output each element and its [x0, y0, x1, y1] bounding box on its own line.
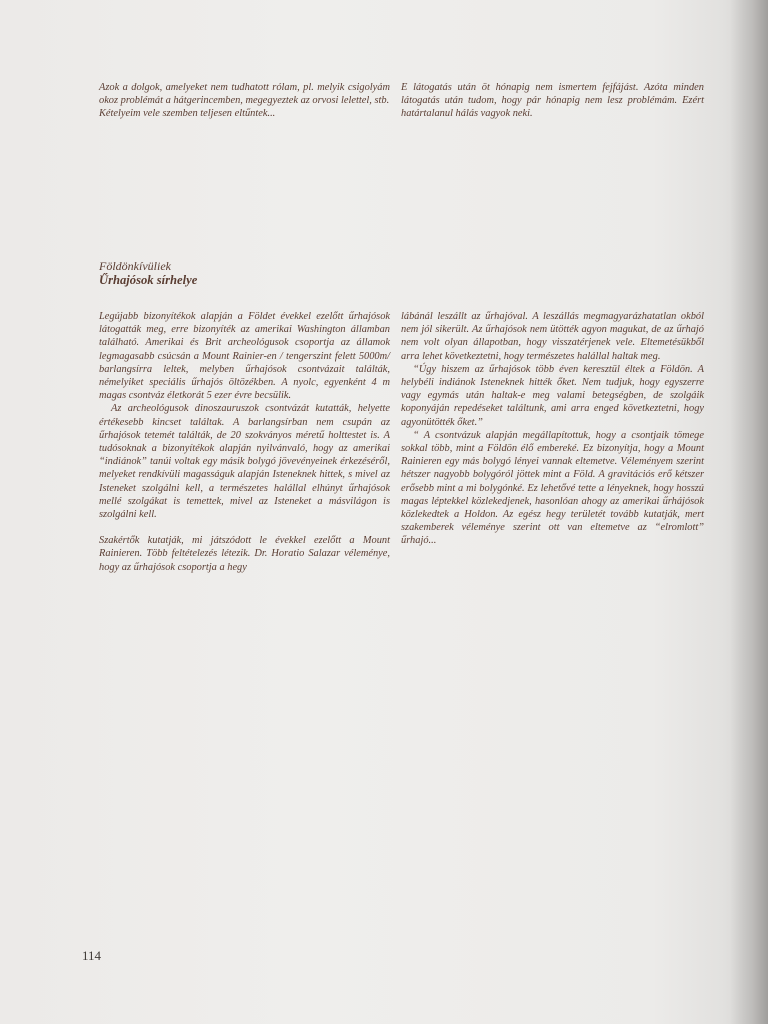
section-kicker: Földönkívüliek	[99, 259, 171, 273]
article-paragraph-2: Az archeológusok dinoszauruszok csontvázát kutatták, helyette értékesebb kincset találtak. A barlangsírban nem csupán az űrhajósok tetemét találták, de 20 szokványos méretű holttestet is. A tudósoknak a bizonyítékok alapján nyilvánvaló, hogy az amerikai “indiánok” tanúi voltak egy másik bolygó jövevényeinek érkezéséről, melyeket rendkívüli magasságuk alapján Isteneknek hittek, s mivel az Isteneket szolgálni kell, a természetes halállal elhúnyt űrhajósok mellé szolgákat is temettek, mivel az Isteneket a másvilágon is szolgálni kell.	[99, 403, 390, 521]
article-paragraph-1: Legújabb bizonyítékok alapján a Földet évekkel ezelőtt űrhajósok látogatták meg, erre bizonyíték az amerikai Washington államban található. Amerikai és Brit archeológusok csoportja az államok legmagasabb csúcsán a Mount Rainier-en / tengerszint felett 5000m/ barlangsírra leltek, melyben űrhajósok csontvázait találták, némelyiket speciális űrhajós öltözékben. A nyolc, egyenként 4 m magas csontváz életkorát 5 ezer évre becsülik.	[99, 311, 390, 402]
article-paragraph-3: Szakértők kutatják, mi játszódott le évekkel ezelőtt a Mount Rainieren. Több feltételezés létezik. Dr. Horatio Salazar véleménye, hogy az űrhajósok csoportja a hegy	[99, 535, 390, 573]
article-paragraph-4: lábánál leszállt az űrhajóval. A leszállás megmagyarázhatatlan okból nem jól sikerült. Az űrhajósok nem ütötték agyon magukat, de az űrhajó nem volt olyan állapotban, hogy visszatérjenek vele. Eltemetésükből arra lehet következtetni, hogy természetes halállal haltak meg.	[401, 311, 704, 362]
article-left-column	[99, 310, 390, 574]
page-gutter-shadow	[730, 0, 768, 1024]
intro-left-column	[99, 81, 390, 121]
section-title: Űrhajósok sírhelye	[99, 273, 198, 287]
article-right-column	[401, 310, 704, 548]
page-number: 114	[82, 948, 102, 963]
intro-left-paragraph-1: Azok a dolgok, amelyeket nem tudhatott rólam, pl. melyik csigolyám okoz problémát a hátgerincemben, megegyeztek az orvosi lelettel, stb.	[99, 82, 390, 107]
intro-right-column	[401, 81, 704, 121]
article-paragraph-6: “ A csontvázuk alapján megállapítottuk, hogy a csontjaik tömege sokkal több, mint a Földön élő embereké. Ez bizonyítja, hogy a Mount Rainieren egy más bolygó lényei vannak eltemetve. Véleményem szerint hétszer nagyobb bolygóról jöttek mint a Föld. A gravitációs erő kétszer erősebb mint a mi bolygónké. Ez lehetővé tette a lényeknek, hogy hosszú magas léptekkel közlekedjenek, hasonlóan ahogy az amerikai űrhájósok közlekedtek a Holdon. Az egész hegy területét tovább kutatják, mert szakemberek véleménye szerint ott van eltemetve az “elromlott” űrhajó...	[401, 429, 704, 547]
intro-left-paragraph-2: Kételyeim vele szemben teljesen eltűntek...	[99, 108, 276, 120]
article-paragraph-5: “Úgy hiszem az űrhajósok több éven keresztül éltek a Földön. A helybéli indiánok Isteneknek hitték őket. Nem tudjuk, hogy egyszerre vagy egymás után haltak-e meg valami betegségben, de szolgáik koponyáján repedéseket találtunk, ami arra enged következtetni, hogy agyonütötték őket.”	[401, 363, 704, 428]
intro-right-paragraph: E látogatás után öt hónapig nem ismertem fejfájást. Azóta minden látogatás után tudom, hogy pár hónapig nem lesz problémám. Ezért határtalanul hálás vagyok neki.	[401, 82, 704, 120]
section-heading	[99, 259, 390, 288]
